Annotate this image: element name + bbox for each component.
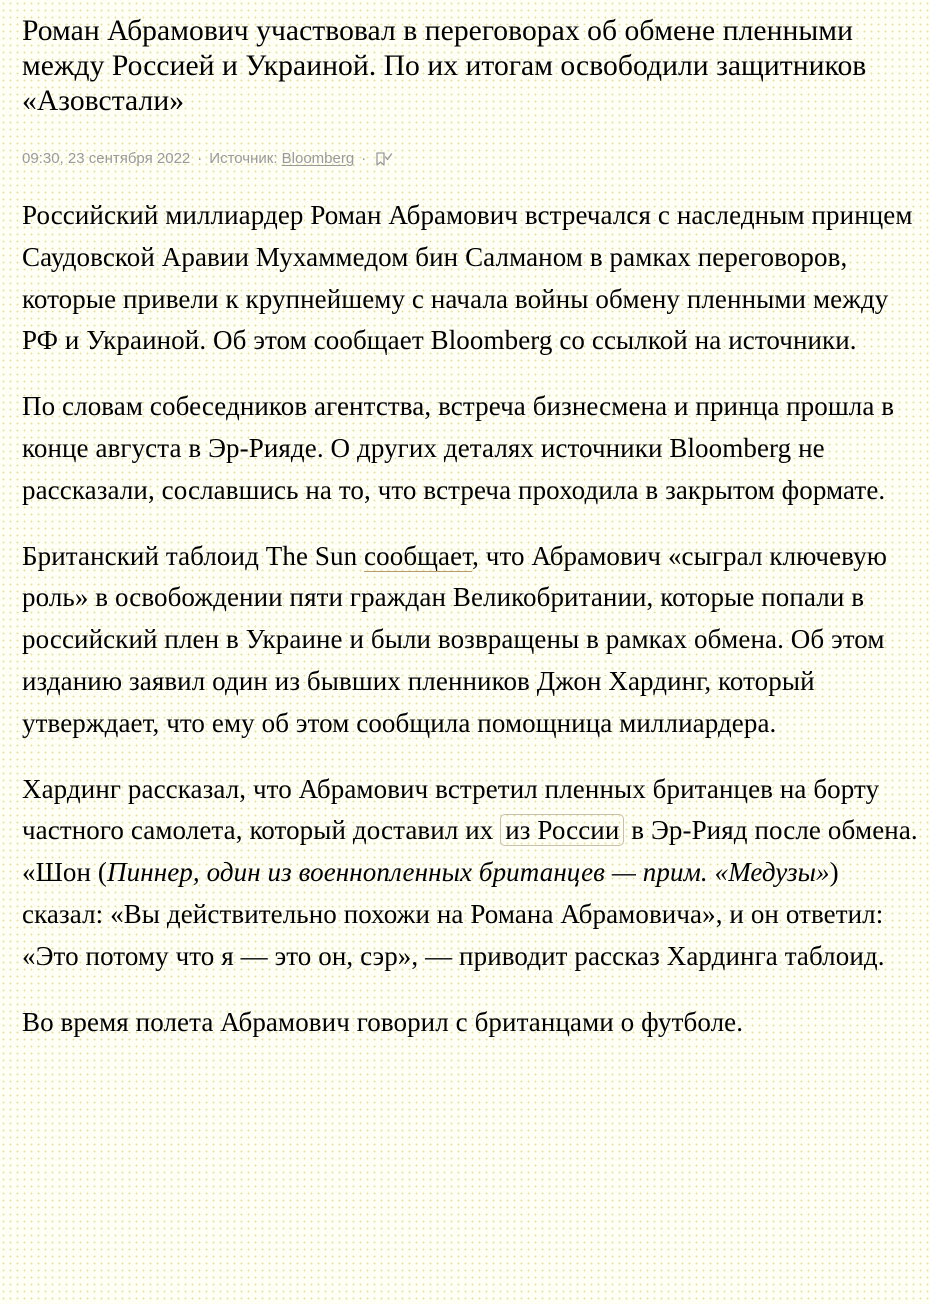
editor-note: Пиннер, один из военнопленных британцев — прим. «Медузы» — [107, 857, 830, 888]
article — [22, 14, 918, 1043]
article-paragraph-1: Российский миллиардер Роман Абрамович встречался с наследным принцем Саудовской Аравии Мухаммедом бин Салманом в рамках переговоров, которые привели к крупнейшему с начала войны обмену пленными между РФ и Украиной. Об этом сообщает Bloomberg со ссылкой на источники. — [22, 200, 913, 356]
from-russia-link[interactable]: из России — [500, 814, 624, 846]
article-paragraph-2: По словам собеседников агентства, встреча бизнесмена и принца прошла в конце августа в Эр-Рияде. О других деталях источники Bloomberg не рассказали, сославшись на то, что встреча проходила в закрытом формате. — [22, 391, 895, 505]
meta-separator: · — [361, 150, 367, 167]
bookmark-icon-glyph — [375, 151, 393, 167]
article-paragraph-5: Во время полета Абрамович говорил с британцами о футболе. — [22, 1006, 744, 1037]
paragraph-text: ) сказал: «Вы действительно похожи на Романа Абрамовича», и он ответил: «Это потому что я — это он, сэр», — приводит рассказ Хардинга таблоид. — [22, 857, 885, 971]
paragraph-text: в Эр-Рияд после обмена. «Шон ( — [22, 815, 918, 888]
publish-timestamp: 09:30, 23 сентября 2022 — [22, 150, 191, 167]
paragraph-text: , что Абрамович «сыграл ключевую роль» в освобождении пяти граждан Великобритании, которые попали в российский плен в Украине и были возвращены в рамках обмена. Об этом изданию заявил один из бывших пленников Джон Хардинг, который утверждает, что ему об этом сообщила помощница миллиардера. — [22, 540, 887, 738]
article-paragraph-4 — [22, 769, 918, 978]
paragraph-text: Британский таблоид The Sun — [22, 540, 365, 571]
article-headline: Роман Абрамович участвовал в переговорах об обмене пленными между Россией и Украиной. По их итогам освободили защитников «Азовстали» — [22, 15, 867, 117]
source-link[interactable]: Bloomberg — [281, 150, 355, 167]
article-paragraph-3 — [22, 536, 918, 745]
article-meta — [22, 149, 918, 169]
bookmark-icon[interactable] — [375, 151, 393, 167]
the-sun-reports-link[interactable]: сообщает — [364, 540, 473, 571]
source-label: Источник: — [209, 150, 282, 167]
paragraph-text: Хардинг рассказал, что Абрамович встретил пленных британцев на борту частного самолета, который доставил их — [22, 773, 880, 846]
meta-separator: · — [197, 150, 203, 167]
